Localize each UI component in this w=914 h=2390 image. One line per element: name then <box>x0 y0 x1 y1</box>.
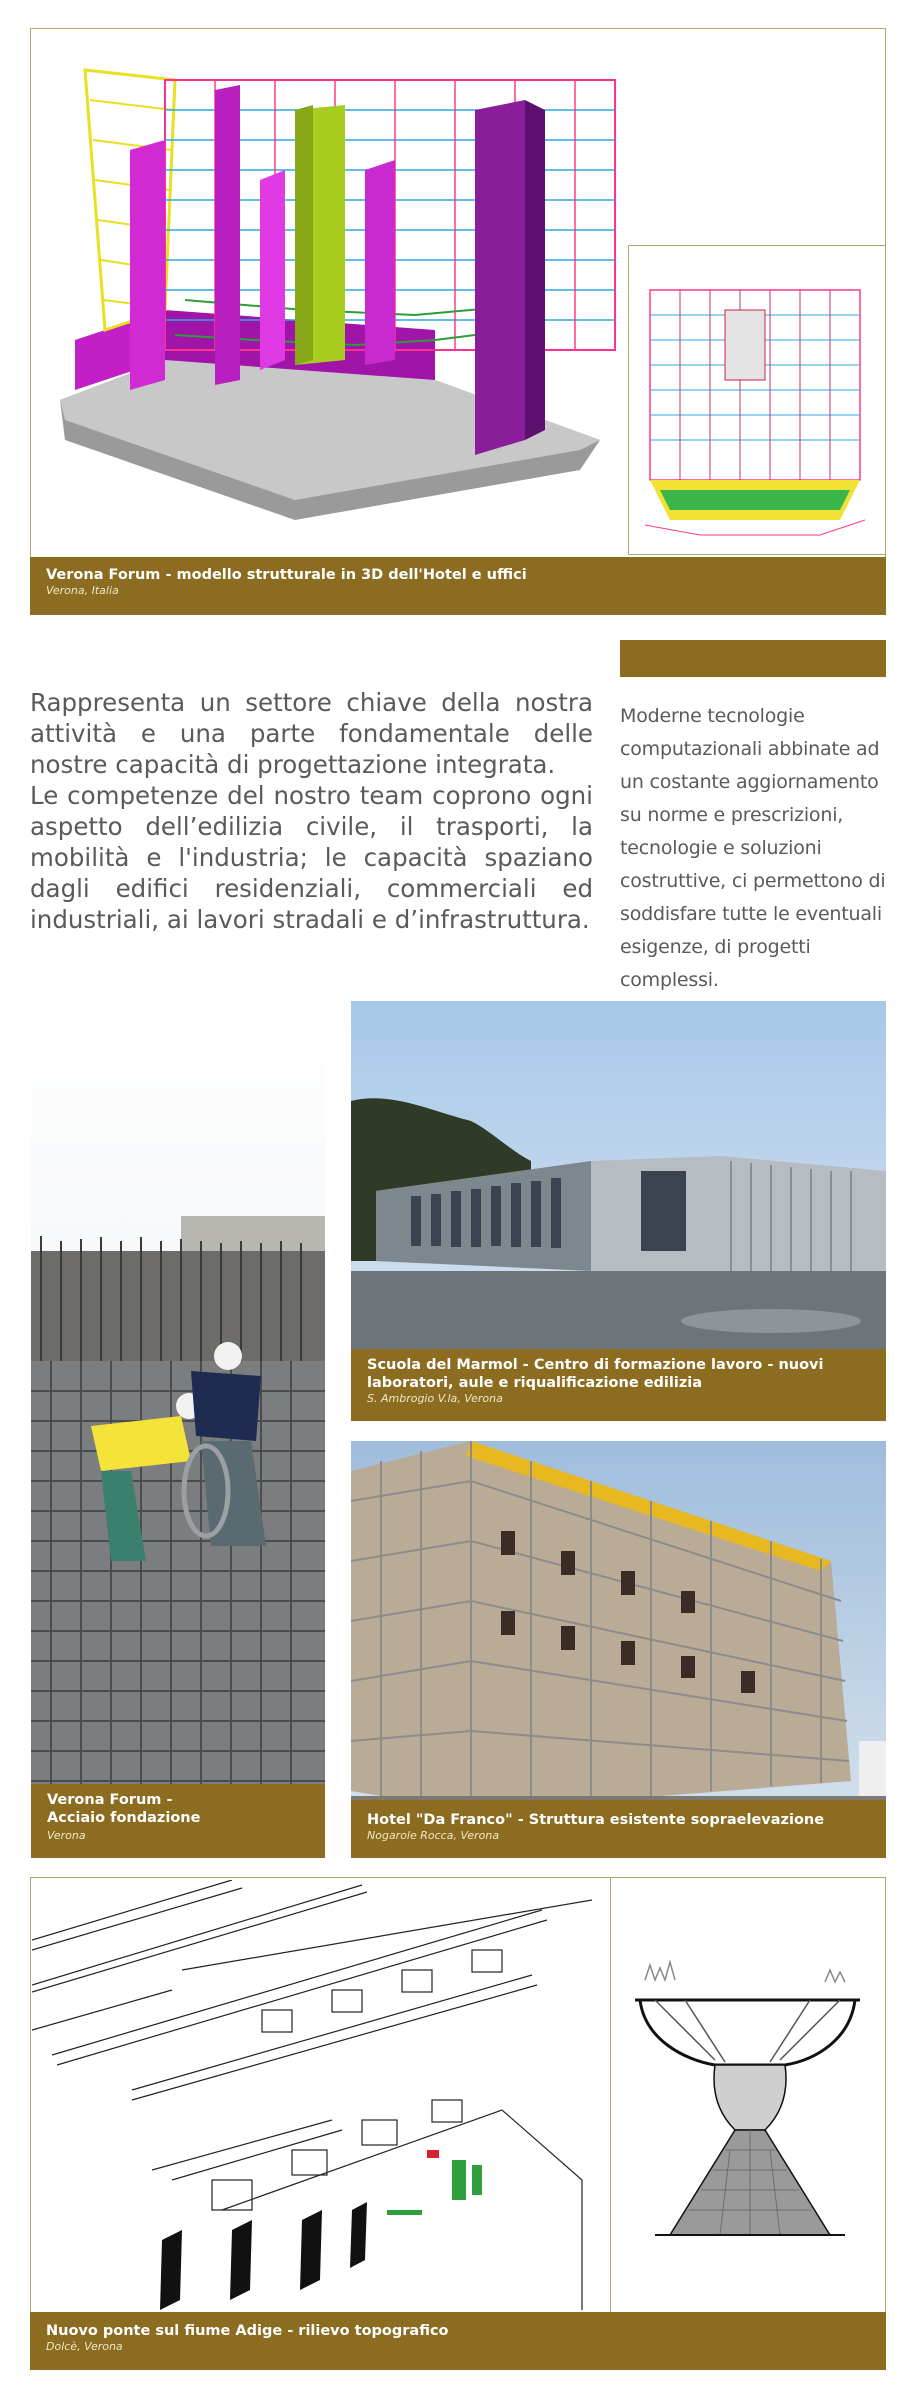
side-line: su norme e prescrizioni, <box>620 804 844 826</box>
side-line: un costante aggiornamento <box>620 771 879 793</box>
school-caption-subtitle: S. Ambrogio V.la, Verona <box>367 1392 503 1405</box>
hotel-caption-title: Hotel "Da Franco" - Struttura esistente sopraelevazione <box>367 1812 825 1828</box>
foundation-caption-subtitle: Verona <box>47 1829 86 1842</box>
side-accent-bar <box>620 640 886 677</box>
topographic-survey-drawing <box>32 1880 608 2310</box>
intro-text <box>30 687 593 935</box>
side-line: esigenze, di progetti complessi. <box>620 936 811 991</box>
model-caption-title: Verona Forum - modello strutturale in 3D dell'Hotel e uffici <box>46 567 527 583</box>
side-line: soddisfare tutte le eventuali <box>620 903 882 925</box>
model-caption <box>30 557 886 615</box>
side-line: tecnologie e soluzioni <box>620 837 822 859</box>
bridge-divider <box>610 1877 611 2313</box>
foundation-caption-line-2: Acciaio fondazione <box>47 1810 201 1826</box>
school-caption-line-2: laboratori, aule e riqualificazione edilizia <box>367 1375 703 1391</box>
structural-model-detail-image <box>640 280 870 540</box>
hotel-caption <box>351 1800 886 1858</box>
structural-model-image <box>55 60 625 520</box>
foundation-caption <box>31 1784 325 1858</box>
foundation-caption-line-1: Verona Forum - <box>47 1792 173 1808</box>
bridge-caption-title: Nuovo ponte sul fiume Adige - rilievo topografico <box>46 2323 449 2339</box>
side-text <box>620 700 914 997</box>
intro-paragraph-2: Le competenze del nostro team coprono ogni aspetto dell’edilizia civile, il trasporti, la mobilità e l'industria; le capacità spaziano dagli edifici residenziali, commerciali ed industriali, ai lavori stradali e d’infrastruttura. <box>30 781 593 934</box>
school-caption-line-1: Scuola del Marmol - Centro di formazione lavoro - nuovi <box>367 1357 824 1373</box>
hotel-caption-subtitle: Nogarole Rocca, Verona <box>367 1829 500 1842</box>
hotel-scaffold-photo <box>351 1441 886 1858</box>
bridge-caption-subtitle: Dolcè, Verona <box>46 2340 123 2353</box>
intro-paragraph-1: Rappresenta un settore chiave della nostra attività e una parte fondamentale delle nostre capacità di progettazione integrata. <box>30 688 593 779</box>
bridge-caption <box>30 2312 886 2370</box>
school-caption <box>351 1349 886 1421</box>
bridge-pier-drawing <box>625 1950 875 2250</box>
side-line: Moderne tecnologie <box>620 705 805 727</box>
side-line: costruttive, ci permettono di <box>620 870 886 892</box>
model-caption-subtitle: Verona, Italia <box>46 584 119 597</box>
side-line: computazionali abbinate ad <box>620 738 880 760</box>
foundation-steel-photo <box>31 1001 325 1858</box>
